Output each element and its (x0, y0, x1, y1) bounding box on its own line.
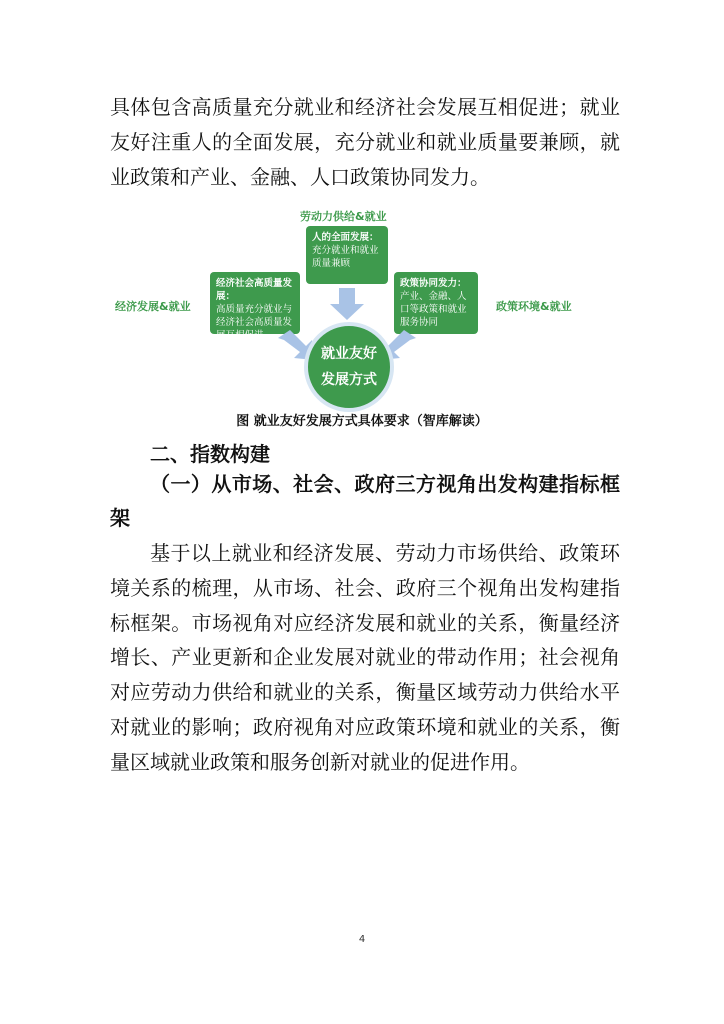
text-line: 标框架。市场视角对应经济发展和就业的关系，衡量经济 (110, 610, 620, 635)
text-line: 基于以上就业和经济发展、劳动力市场供给、政策环 (150, 541, 620, 565)
top-box-body: 充分就业和就业质量兼顾 (312, 245, 379, 269)
intro-paragraph (110, 90, 620, 194)
text-line: 友好注重人的全面发展，充分就业和就业质量要兼顾，就 (110, 129, 620, 154)
left-box-title: 经济社会高质量发展： (216, 278, 293, 302)
subsection-heading (110, 467, 620, 535)
text-line: 境关系的梳理，从市场、社会、政府三个视角出发构建指 (110, 575, 620, 600)
down-arrow (330, 288, 364, 320)
top-label: 劳动力供给&就业 (300, 210, 387, 223)
center-circle (304, 322, 394, 412)
center-line2: 发展方式 (321, 372, 377, 388)
left-box-body: 高质量充分就业与经济社会高质量发展互相促进 (216, 304, 293, 341)
right-box-title: 政策协同发力： (400, 278, 467, 289)
subheading-line1: （一）从市场、社会、政府三方视角出发构建指标框 (150, 472, 620, 496)
top-box-title: 人的全面发展： (312, 232, 379, 243)
right-label: 政策环境&就业 (496, 300, 572, 313)
text-line: 量区域就业政策和服务创新对就业的促进作用。 (110, 749, 530, 774)
text-line: 具体包含高质量充分就业和经济社会发展互相促进；就业 (110, 95, 620, 119)
page-number: 4 (358, 934, 366, 945)
body-paragraph (110, 536, 620, 780)
text-line: 对应劳动力供给和就业的关系，衡量区域劳动力供给水平 (110, 680, 620, 705)
text-line: 增长、产业更新和企业发展对就业的带动作用；社会视角 (110, 645, 620, 670)
section-heading: 二、指数构建 (150, 442, 270, 466)
figure-caption: 图 就业友好发展方式具体要求（智库解读） (236, 414, 488, 429)
text-line: 业政策和产业、金融、人口政策协同发力。 (110, 164, 490, 189)
employment-friendly-diagram (110, 200, 620, 410)
text-line: 对就业的影响；政府视角对应政策环境和就业的关系，衡 (110, 714, 620, 739)
subheading-line2: 架 (110, 506, 130, 530)
right-box-body: 产业、金融、人口等政策和就业服务协同 (400, 291, 467, 328)
center-line1: 就业友好 (321, 346, 377, 362)
left-label: 经济发展&就业 (115, 300, 191, 313)
